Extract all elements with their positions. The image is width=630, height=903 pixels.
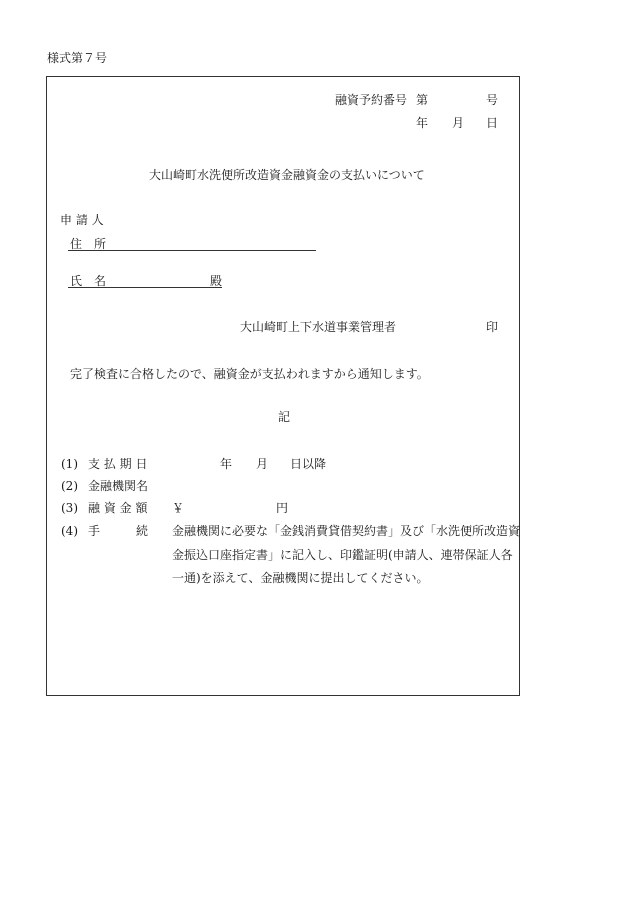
yen-unit: 円 (276, 501, 289, 515)
item-4-label: 手 続 (88, 524, 149, 538)
address-underline (68, 250, 316, 251)
payment-day-suffix: 日以降 (290, 457, 327, 471)
yen-symbol: ￥ (172, 501, 185, 515)
loan-number-dai: 第 (416, 93, 429, 107)
form-number: 様式第７号 (47, 51, 108, 65)
procedure-line-1: 金融機関に必要な「金銭消費貸借契約書」及び「水洗便所改造資 (172, 524, 521, 538)
name-underline (68, 287, 222, 288)
date-day: 日 (486, 116, 499, 130)
payment-year: 年 (220, 457, 233, 471)
item-3-number: (3) (61, 501, 78, 515)
name-label: 氏 名 (70, 274, 107, 288)
ki-heading: 記 (278, 410, 291, 424)
item-4-number: (4) (61, 524, 78, 538)
item-1-number: (1) (61, 457, 78, 471)
loan-number-go: 号 (486, 93, 499, 107)
item-2-number: (2) (61, 479, 78, 493)
procedure-line-3: 一通)を添えて、金融機関に提出してください。 (172, 571, 429, 585)
seal-mark: 印 (486, 320, 499, 334)
date-month: 月 (452, 116, 465, 130)
payment-month: 月 (256, 457, 269, 471)
loan-number-label: 融資予約番号 (335, 93, 408, 107)
item-1-label: 支 払 期 日 (88, 457, 148, 471)
item-3-label: 融 資 金 額 (88, 501, 148, 515)
honorific-dono: 殿 (210, 274, 223, 288)
address-label: 住 所 (70, 237, 107, 251)
document-title: 大山崎町水洗便所改造資金融資金の支払いについて (149, 168, 425, 182)
procedure-line-2: 金振込口座指定書」に記入し、印鑑証明(申請人、連帯保証人各 (172, 548, 513, 562)
notice-text: 完了検査に合格したので、融資金が支払われますから通知します。 (70, 367, 429, 381)
applicant-heading: 申 請 人 (60, 213, 104, 227)
date-year: 年 (416, 116, 429, 130)
issuer-name: 大山崎町上下水道事業管理者 (240, 320, 397, 334)
item-2-label: 金融機関名 (88, 479, 149, 493)
